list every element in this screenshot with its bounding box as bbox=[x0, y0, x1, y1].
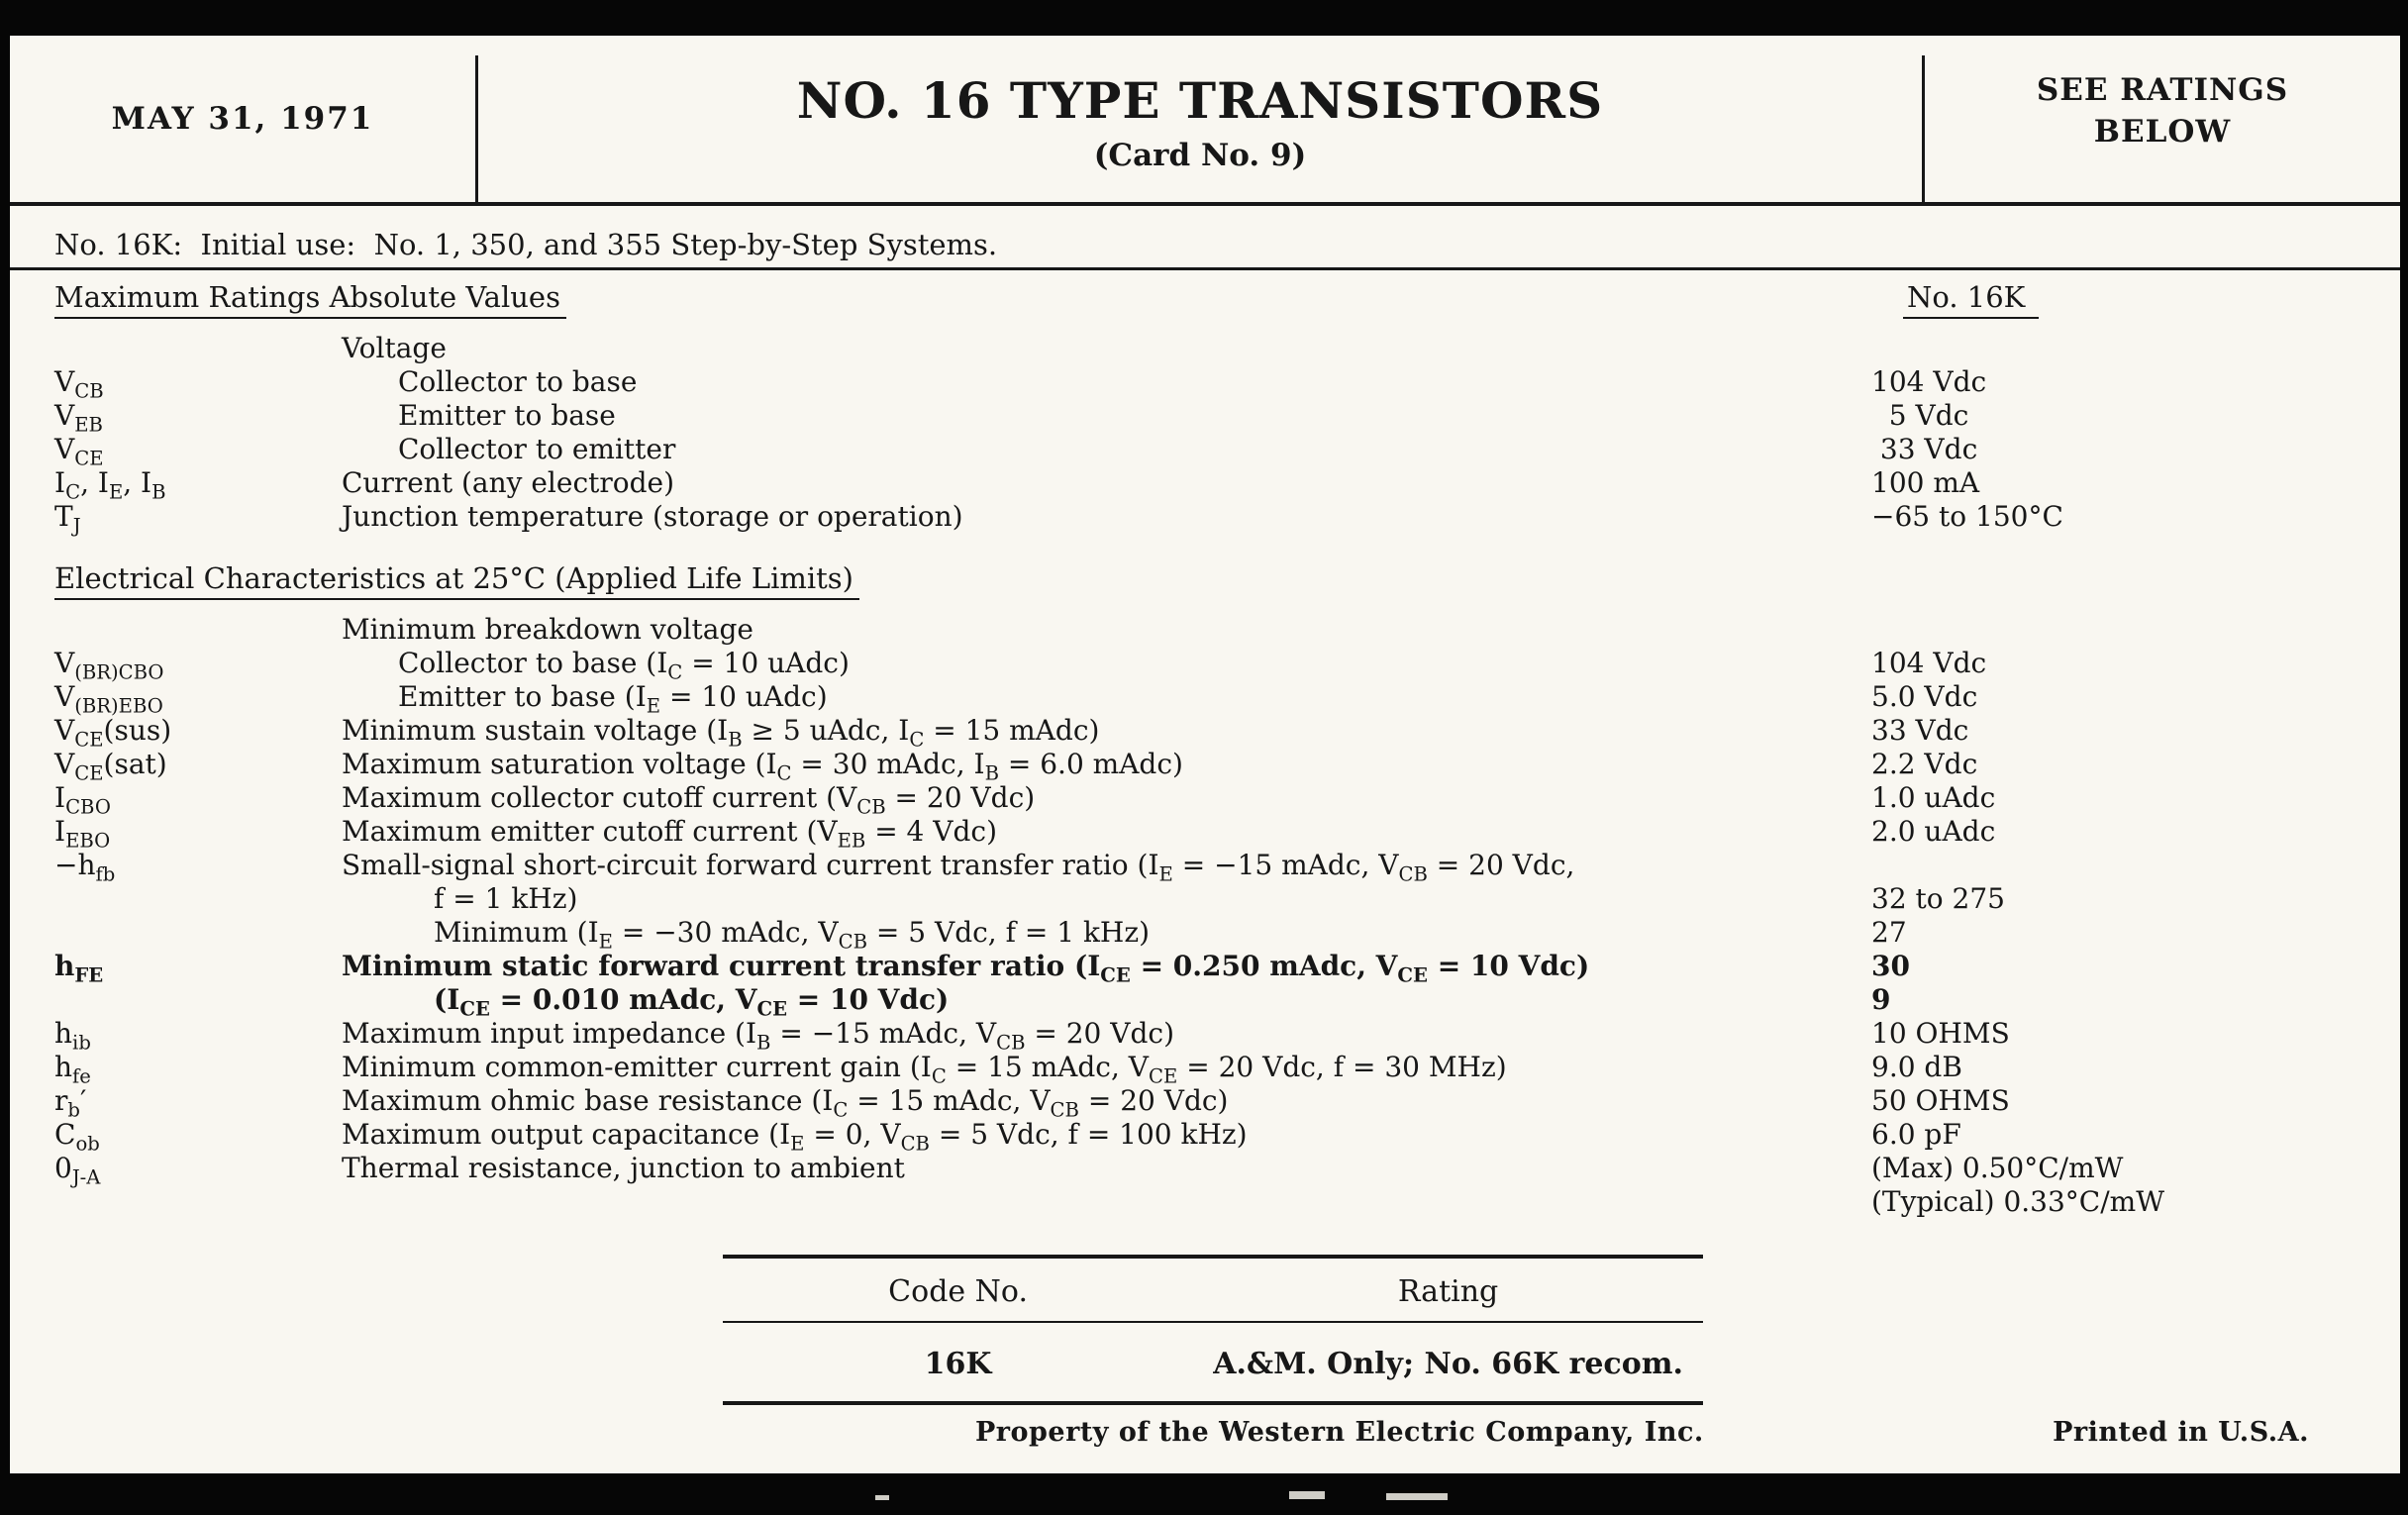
spec-description: Minimum sustain voltage ($I_B \ge 5$ uAdc, $I_C = 15$ mAdc) bbox=[342, 714, 1100, 752]
scan-speck bbox=[1386, 1493, 1448, 1500]
spec-row bbox=[10, 916, 2400, 954]
spec-value: 33 Vdc bbox=[1871, 714, 1969, 747]
document-title: NO. 16 TYPE TRANSISTORS bbox=[796, 71, 1604, 130]
scan-speck bbox=[1289, 1491, 1325, 1499]
spec-value: 5 Vdc bbox=[1871, 399, 1969, 432]
spec-description: Emitter to base bbox=[398, 399, 616, 432]
spec-symbol: $V_{EB}$ bbox=[54, 399, 103, 437]
spec-symbol: $h_{ib}$ bbox=[54, 1017, 91, 1055]
spec-row bbox=[10, 781, 2400, 819]
spec-row bbox=[10, 882, 2400, 916]
spec-symbol: $h_{fe}$ bbox=[54, 1051, 91, 1088]
spec-description: Maximum ohmic base resistance ($I_C = 15$ mAdc, $V_{CB} = 20$ Vdc) bbox=[342, 1084, 1229, 1122]
table-header-code-no: Code No. bbox=[888, 1274, 1029, 1309]
document-subtitle: (Card No. 9) bbox=[1093, 138, 1307, 173]
spec-row bbox=[10, 950, 2400, 987]
spec-symbol: $h_{FE}$ bbox=[54, 950, 104, 987]
spec-symbol: $V_{CB}$ bbox=[54, 365, 104, 403]
see-ratings-line1: SEE RATINGS bbox=[2036, 72, 2289, 108]
code-rating-table bbox=[723, 1255, 1703, 1405]
spec-value: 5.0 Vdc bbox=[1871, 680, 1978, 713]
spec-description: Junction temperature (storage or operation) bbox=[342, 500, 963, 533]
spec-symbol: $V_{(BR)EBO}$ bbox=[54, 680, 163, 718]
max-ratings-heading-row bbox=[10, 280, 2400, 324]
spec-symbol: $T_J$ bbox=[54, 500, 81, 538]
document-date: MAY 31, 1971 bbox=[111, 101, 374, 137]
spec-description: Maximum collector cutoff current ($V_{CB} = 20$ Vdc) bbox=[342, 781, 1036, 819]
property-note: Property of the Western Electric Company, Inc. bbox=[975, 1417, 1704, 1448]
spec-symbol: $V_{CE}(sat)$ bbox=[54, 748, 167, 785]
electrical-characteristics-heading: Electrical Characteristics at 25°C (Applied Life Limits) bbox=[54, 561, 859, 600]
spec-description: Minimum static forward current transfer ratio ($I_{CE} = 0.250$ mAdc, $V_{CE} = 10$ Vdc) bbox=[342, 950, 1590, 987]
spec-row bbox=[10, 500, 2400, 538]
spec-value: 27 bbox=[1871, 916, 1907, 949]
spec-row bbox=[10, 1051, 2400, 1088]
spec-description: Maximum input impedance ($I_B = -15$ mAdc, $V_{CB} = 20$ Vdc) bbox=[342, 1017, 1175, 1055]
spec-value: −65 to 150°C bbox=[1871, 500, 2063, 533]
spec-value: 104 Vdc bbox=[1871, 647, 1987, 679]
spec-row bbox=[10, 647, 2400, 684]
table-data-row bbox=[723, 1323, 1703, 1401]
spec-row bbox=[10, 1017, 2400, 1055]
spec-row bbox=[10, 466, 2400, 504]
spec-row bbox=[10, 399, 2400, 437]
spec-value: 30 bbox=[1871, 950, 1910, 982]
spec-symbol: $V_{CE}(sus)$ bbox=[54, 714, 172, 752]
spec-description: Small-signal short-circuit forward current transfer ratio ($I_E = -15$ mAdc, $V_{CB} = 20$ Vdc, bbox=[342, 849, 1575, 886]
spec-description: ($I_{CE} = 0.010$ mAdc, $V_{CE} = 10$ Vdc) bbox=[434, 983, 950, 1021]
spec-symbol: $V_{(BR)CBO}$ bbox=[54, 647, 164, 684]
spec-row bbox=[10, 613, 2400, 647]
table-cell-code-no: 16K bbox=[924, 1347, 992, 1381]
spec-row bbox=[10, 433, 2400, 470]
spec-description: f = 1 kHz) bbox=[434, 882, 578, 915]
spec-value: 100 mA bbox=[1871, 466, 1980, 499]
spec-value: (Typical) 0.33°C/mW bbox=[1871, 1185, 2164, 1218]
initial-use-line: No. 16K: Initial use: No. 1, 350, and 355 Step-by-Step Systems. bbox=[54, 228, 998, 261]
spec-row bbox=[10, 714, 2400, 752]
spec-description: Thermal resistance, junction to ambient bbox=[342, 1152, 905, 1184]
spec-value: 32 to 275 bbox=[1871, 882, 2005, 915]
spec-value: 50 OHMS bbox=[1871, 1084, 2010, 1117]
spec-value: 6.0 pF bbox=[1871, 1118, 1961, 1151]
table-header-rating: Rating bbox=[1397, 1274, 1499, 1309]
table-header-row bbox=[723, 1259, 1703, 1321]
spec-description: Collector to base bbox=[398, 365, 638, 398]
spec-symbol: $C_{ob}$ bbox=[54, 1118, 100, 1156]
spec-description: Minimum common-emitter current gain ($I_C = 15$ mAdc, $V_{CE} = 20$ Vdc, f = 30 MHz) bbox=[342, 1051, 1507, 1088]
spec-row bbox=[10, 365, 2400, 403]
spec-value: 2.2 Vdc bbox=[1871, 748, 1978, 780]
spec-row bbox=[10, 332, 2400, 365]
spec-description: Maximum output capacitance ($I_E = 0$, $V_{CB} = 5$ Vdc, f = 100 kHz) bbox=[342, 1118, 1248, 1156]
spec-value: 10 OHMS bbox=[1871, 1017, 2010, 1050]
header-title-block bbox=[478, 36, 1922, 202]
electrical-characteristics-heading-row bbox=[10, 561, 2400, 605]
spec-row bbox=[10, 1185, 2400, 1219]
spec-description: Collector to emitter bbox=[398, 433, 676, 465]
spec-symbol: $-h_{fb}$ bbox=[54, 849, 116, 886]
spec-row bbox=[10, 1084, 2400, 1122]
spec-description: Emitter to base ($I_E = 10$ uAdc) bbox=[398, 680, 828, 718]
spec-symbol: $I_{EBO}$ bbox=[54, 815, 111, 853]
spec-description: Minimum breakdown voltage bbox=[342, 613, 753, 646]
spec-row bbox=[10, 983, 2400, 1021]
max-ratings-rows bbox=[10, 332, 2400, 538]
printed-in-usa-note: Printed in U.S.A. bbox=[2053, 1417, 2309, 1448]
spec-symbol: $I_C$, $I_E$, $I_B$ bbox=[54, 466, 166, 504]
spec-row bbox=[10, 1118, 2400, 1156]
table-cell-rating: A.&M. Only; No. 66K recom. bbox=[1213, 1347, 1683, 1381]
spec-value: 33 Vdc bbox=[1871, 433, 1978, 465]
table-rule-bottom bbox=[723, 1401, 1703, 1405]
spec-value: 1.0 uAdc bbox=[1871, 781, 1996, 814]
spec-value: 2.0 uAdc bbox=[1871, 815, 1996, 848]
spec-value: (Max) 0.50°C/mW bbox=[1871, 1152, 2124, 1184]
spec-row bbox=[10, 680, 2400, 718]
data-card bbox=[10, 36, 2400, 1473]
spec-description: Current (any electrode) bbox=[342, 466, 675, 499]
spec-value: 9 bbox=[1871, 983, 1891, 1016]
spec-symbol: $I_{CBO}$ bbox=[54, 781, 111, 819]
see-ratings-line2: BELOW bbox=[2093, 114, 2232, 150]
spec-description: Maximum emitter cutoff current ($V_{EB} = 4$ Vdc) bbox=[342, 815, 998, 853]
horizontal-rule bbox=[10, 267, 2400, 270]
spec-symbol: $0_{J-A}$ bbox=[54, 1152, 101, 1189]
spec-value: 104 Vdc bbox=[1871, 365, 1987, 398]
spec-row bbox=[10, 748, 2400, 785]
spec-description: Voltage bbox=[342, 332, 447, 364]
spec-row bbox=[10, 815, 2400, 853]
spec-row bbox=[10, 1152, 2400, 1189]
electrical-characteristics-rows bbox=[10, 613, 2400, 1219]
see-ratings-note bbox=[1925, 36, 2400, 152]
spec-description: Maximum saturation voltage ($I_C = 30$ mAdc, $I_B = 6.0$ mAdc) bbox=[342, 748, 1183, 785]
spec-row bbox=[10, 849, 2400, 886]
column-header-no-16k: No. 16K bbox=[1903, 280, 2039, 319]
spec-symbol: $V_{CE}$ bbox=[54, 433, 104, 470]
document-header bbox=[10, 36, 2400, 206]
spec-value: 9.0 dB bbox=[1871, 1051, 1962, 1083]
scan-speck bbox=[875, 1495, 889, 1500]
spec-symbol: $r_b'$ bbox=[54, 1084, 87, 1122]
spec-description: Minimum ($I_E = -30$ mAdc, $V_{CB} = 5$ Vdc, f = 1 kHz) bbox=[434, 916, 1151, 954]
max-ratings-heading: Maximum Ratings Absolute Values bbox=[54, 280, 566, 319]
spec-description: Collector to base ($I_C = 10$ uAdc) bbox=[398, 647, 850, 684]
